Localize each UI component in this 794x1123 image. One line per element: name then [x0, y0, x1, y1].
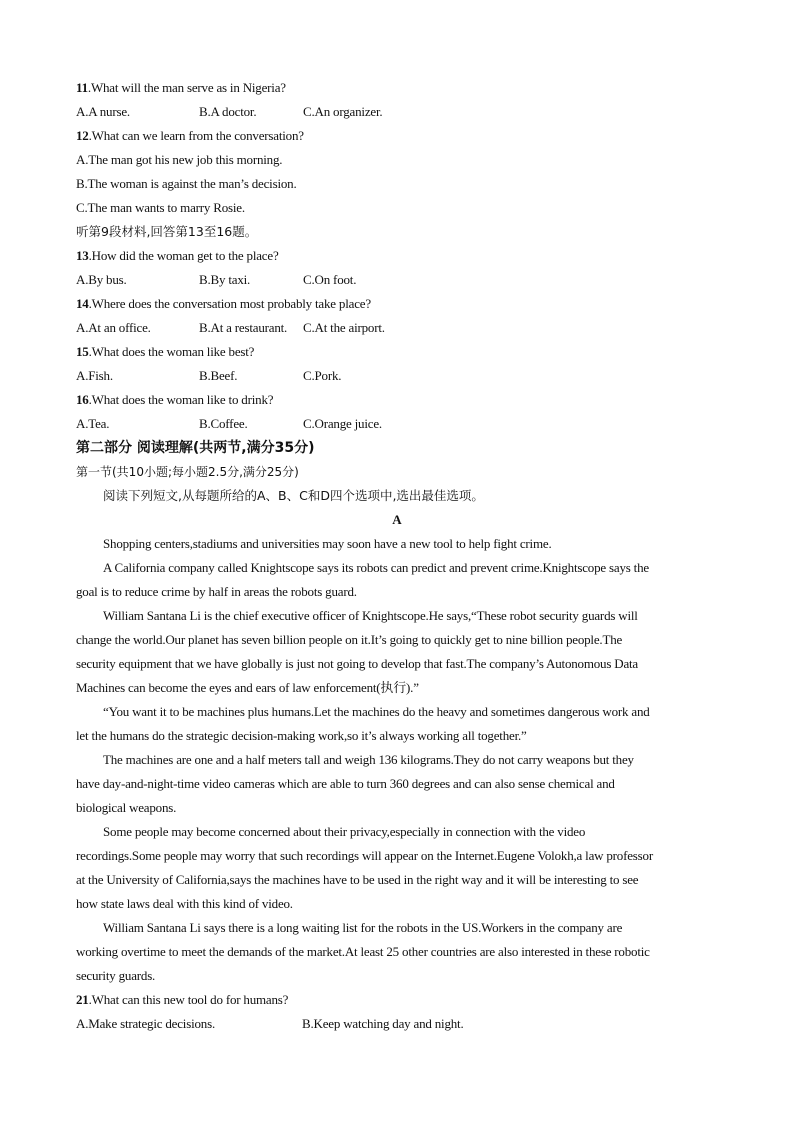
passage-label: A	[392, 512, 402, 527]
passage-line: goal is to reduce crime by half in areas the robots guard.	[76, 584, 357, 599]
part-two-title: 第二部分 阅读理解(共两节,满分35分)	[76, 440, 315, 456]
passage-line: have day-and-night-time video cameras which are able to turn 360 degrees and can also sense chemical and	[76, 776, 615, 791]
option-a: A.Tea.	[76, 416, 110, 431]
question-13	[76, 244, 279, 268]
question-number: 14	[76, 296, 89, 311]
section-one-heading: 第一节(共10小题;每小题2.5分,满分25分)	[76, 465, 299, 479]
option-c: C.On foot.	[303, 272, 357, 287]
question-number: 21	[76, 992, 89, 1007]
passage-line: change the world.Our planet has seven billion people on it.It’s going to quickly get to nine billion people.The	[76, 632, 623, 647]
question-number: 15	[76, 344, 89, 359]
question-11-options	[76, 100, 716, 124]
question-text: .What can we learn from the conversation?	[88, 128, 304, 143]
option-c: C.The man wants to marry Rosie.	[76, 200, 245, 215]
option-c: C.At the airport.	[303, 320, 385, 335]
passage-line: The machines are one and a half meters tall and weigh 136 kilograms.They do not carry weapons but they	[103, 752, 634, 767]
question-11	[76, 76, 286, 100]
passage-line: William Santana Li is the chief executive officer of Knightscope.He says,“These robot security guards will	[103, 608, 638, 623]
passage-line: security equipment that we have globally is just not going to develop that fast.The company’s Autonomous Data	[76, 656, 639, 671]
question-16	[76, 388, 273, 412]
passage-line: “You want it to be machines plus humans.Let the machines do the heavy and sometimes dangerous work and	[103, 704, 650, 719]
passage-line: Some people may become concerned about their privacy,especially in connection with the video	[103, 824, 586, 839]
option-a: A.By bus.	[76, 272, 127, 287]
question-text: .What will the man serve as in Nigeria?	[87, 80, 286, 95]
option-a: A.A nurse.	[76, 104, 130, 119]
question-text: .How did the woman get to the place?	[88, 248, 279, 263]
passage-line: William Santana Li says there is a long waiting list for the robots in the US.Workers in the company are	[103, 920, 623, 935]
option-b: B.Beef.	[199, 368, 238, 383]
passage-line: let the humans do the strategic decision-making work,so it’s always working all together.”	[76, 728, 527, 743]
passage-line: biological weapons.	[76, 800, 177, 815]
passage-line: security guards.	[76, 968, 156, 983]
option-b: B.Keep watching day and night.	[302, 1016, 464, 1031]
question-number: 16	[76, 392, 89, 407]
question-13-options	[76, 268, 716, 292]
question-text: .What does the woman like best?	[88, 344, 255, 359]
option-c: C.Orange juice.	[303, 416, 382, 431]
option-b: B.At a restaurant.	[199, 320, 288, 335]
option-b: B.The woman is against the man’s decision.	[76, 176, 297, 191]
option-a: A.The man got his new job this morning.	[76, 152, 283, 167]
question-14-options	[76, 316, 716, 340]
passage-line: recordings.Some people may worry that such recordings will appear on the Internet.Eugene Volokh,a law professor	[76, 848, 653, 863]
question-15	[76, 340, 254, 364]
option-a: A.Make strategic decisions.	[76, 1016, 216, 1031]
passage-line: working overtime to meet the demands of the market.At least 25 other countries are also interested in these robotic	[76, 944, 650, 959]
passage-line: Shopping centers,stadiums and universities may soon have a new tool to help fight crime.	[103, 536, 552, 551]
option-a: A.At an office.	[76, 320, 151, 335]
question-14	[76, 292, 371, 316]
question-text: .Where does the conversation most probably take place?	[88, 296, 371, 311]
passage-line: at the University of California,says the machines have to be used in the right way and it will be interesting to see	[76, 872, 639, 887]
question-number: 13	[76, 248, 89, 263]
option-a: A.Fish.	[76, 368, 113, 383]
passage-line: A California company called Knightscope says its robots can predict and prevent crime.Knightscope says the	[103, 560, 649, 575]
question-21-options	[76, 1012, 716, 1036]
question-text: .What can this new tool do for humans?	[88, 992, 289, 1007]
passage-line: how state laws deal with this kind of video.	[76, 896, 293, 911]
reading-instruction: 阅读下列短文,从每题所给的A、B、C和D四个选项中,选出最佳选项。	[103, 488, 484, 503]
option-b: B.A doctor.	[199, 104, 257, 119]
option-b: B.Coffee.	[199, 416, 248, 431]
question-number: 12	[76, 128, 89, 143]
question-12	[76, 124, 304, 148]
material-note: 听第9段材料,回答第13至16题。	[76, 224, 258, 239]
question-15-options	[76, 364, 716, 388]
option-c: C.An organizer.	[303, 104, 383, 119]
passage-line: Machines can become the eyes and ears of law enforcement(执行).”	[76, 680, 419, 695]
option-b: B.By taxi.	[199, 272, 251, 287]
option-c: C.Pork.	[303, 368, 342, 383]
question-16-options	[76, 412, 716, 436]
question-number: 11	[76, 80, 88, 95]
question-text: .What does the woman like to drink?	[88, 392, 274, 407]
question-21	[76, 988, 288, 1012]
